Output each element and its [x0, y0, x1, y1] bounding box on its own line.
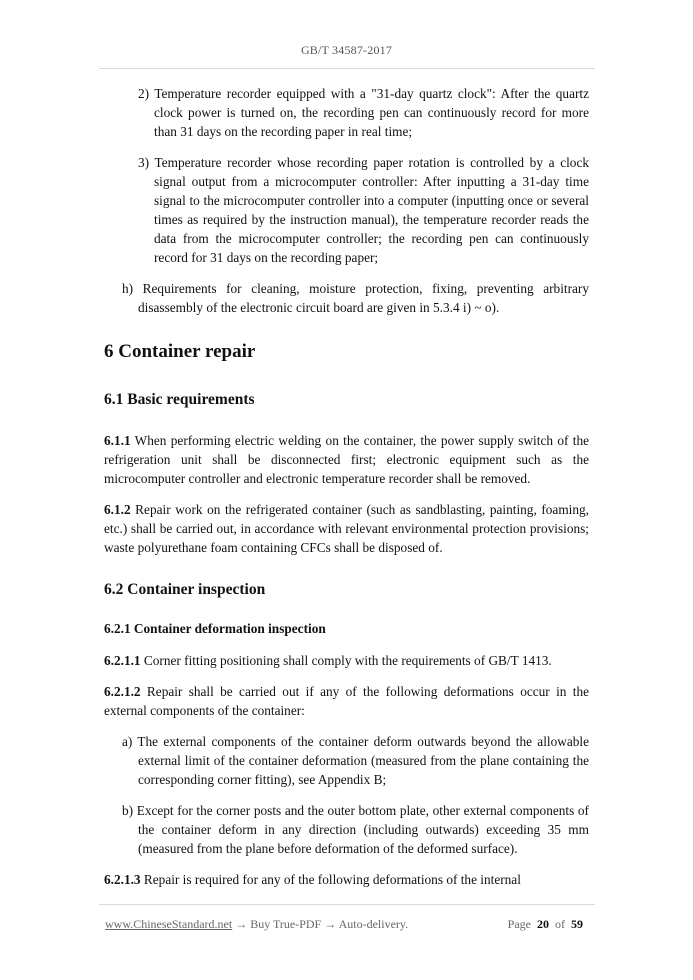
clause-number: 6.2.1.3 [104, 872, 141, 887]
list-item-h: h) Requirements for cleaning, moisture protection, fixing, preventing arbitrary disassembly of the electronic circuit board are given in 5.3.4 i) ~ o). [122, 281, 589, 315]
section-heading-6-2-1: 6.2.1 Container deformation inspection [104, 621, 326, 636]
section-heading-6-1: 6.1 Basic requirements [104, 391, 255, 408]
section-heading-6: 6 Container repair [104, 341, 256, 362]
page-number [508, 917, 583, 932]
arrow-icon: → [232, 917, 251, 931]
list-item-b: b) Except for the corner posts and the outer bottom plate, other external components of the container deform in any direction (including outwards) exceeding 35 mm (measured from the plane before deformation of the deformed surface). [122, 803, 589, 856]
page-total: 59 [571, 917, 583, 931]
header-divider [99, 68, 595, 69]
list-item-3: 3) Temperature recorder whose recording paper rotation is controlled by a clock signal output from a microcomputer controller: After inputting a 31-day time signal to the microcomputer controller into a computer (inputting once or several times as required by the instruction manual), the temperature recorder reads the data from the microcomputer controller; the recording pen can continuously record for 31 days on the recording paper; [138, 155, 589, 265]
page-header: GB/T 34587-2017 [300, 43, 393, 57]
site-link[interactable]: www.ChineseStandard.net [105, 917, 233, 931]
clause-number: 6.2.1.2 [104, 684, 141, 699]
list-item-a: a) The external components of the container deform outwards beyond the allowable external limit of the container deformation (measured from the plane containing the corresponding corner fitting), see Appendix B; [122, 734, 589, 787]
document-body [104, 84, 589, 889]
arrow-icon: → [321, 917, 339, 931]
page-of: of [555, 917, 565, 931]
list-item-2: 2) Temperature recorder equipped with a "31-day quartz clock": After the quartz clock power is turned on, the recording pen can continuously record for more than 31 days on the recording paper in real time; [138, 86, 589, 139]
clause-number: 6.2.1.1 [104, 653, 141, 668]
clause-text: Repair shall be carried out if any of the following deformations occur in the external components of the container: [104, 684, 589, 718]
clause-text: Corner fitting positioning shall comply with the requirements of GB/T 1413. [140, 653, 552, 668]
page-current: 20 [537, 917, 549, 931]
footer-divider [99, 904, 595, 905]
clause-6-2-1-2 [104, 682, 589, 720]
section-heading-6-2: 6.2 Container inspection [104, 581, 266, 598]
page-label: Page [507, 917, 531, 931]
clause-6-2-1-1 [104, 651, 589, 670]
clause-text: Repair work on the refrigerated container (such as sandblasting, painting, foaming, etc.) shall be carried out, in accordance with relevant environmental protection provisions; waste polyurethane foam containing CFCs shall be disposed of. [104, 502, 589, 555]
clause-6-2-1-3 [104, 870, 589, 889]
clause-number: 6.1.2 [104, 502, 131, 517]
buy-pdf-text: Buy True-PDF [250, 917, 322, 931]
clause-6-1-1 [104, 431, 589, 488]
footer-links [105, 917, 408, 932]
auto-delivery-text: Auto-delivery. [338, 917, 409, 931]
clause-6-1-2 [104, 500, 589, 557]
clause-number: 6.1.1 [104, 433, 131, 448]
clause-text: Repair is required for any of the following deformations of the internal [140, 872, 521, 887]
clause-text: When performing electric welding on the container, the power supply switch of the refrigeration unit shall be disconnected first; electronic equipment such as the microcomputer controller and electronic temperature recorder shall be removed. [104, 433, 589, 486]
